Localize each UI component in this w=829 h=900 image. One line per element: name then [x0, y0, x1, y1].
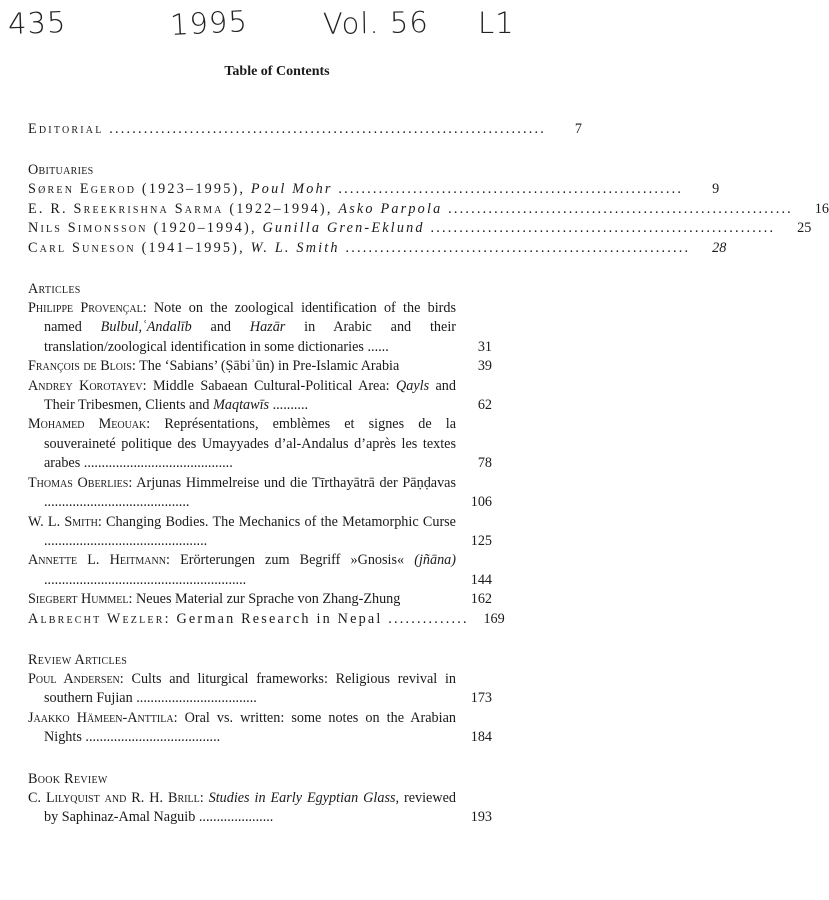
section-heading-articles: Articles — [28, 281, 81, 298]
entry-title: : The ‘Sabians’ (Ṣābiʾūn) in Pre-Islamic Arabia — [131, 358, 400, 375]
entry-page: 28 — [712, 239, 727, 256]
toc-entry: W. L. Smith: Changing Bodies. The Mechanics of the Metamorphic Curse .............................................. 125 — [28, 513, 492, 552]
entry-dates: (1922–1994), — [229, 200, 333, 217]
entry-title: and — [191, 319, 250, 336]
entry-page: 25 — [797, 220, 812, 237]
entry-title: : Oral vs. written: some notes on the Arabian Nights — [44, 709, 456, 746]
entry-title: : Note on the zoological identification of the birds named — [44, 300, 456, 336]
entry-title: reviewed by Saphinaz-Amal Naguib — [44, 789, 456, 825]
handwritten-year: 1995 — [169, 3, 249, 43]
entry-subject: Carl Suneson — [28, 239, 136, 256]
entry-title: : Changing Bodies. The Mechanics of the Metamorphic Curse — [97, 513, 456, 530]
entry-page: 16 — [814, 200, 829, 217]
entry-subject: Nils Simonsson — [28, 220, 148, 237]
entry-author: C. Lilyquist and R. H. Brill — [28, 789, 200, 806]
toc-entry — [28, 357, 492, 376]
entry-title-italic: (jñāna) — [414, 552, 457, 569]
entry-author: Siegbert Hummel — [28, 591, 129, 608]
entry-title-italic: Bulbul,ʿAndalīb — [100, 319, 192, 336]
handwritten-number: 435 — [7, 4, 67, 42]
section-heading-review-articles: Review Articles — [28, 651, 128, 668]
entry-page: 162 — [470, 591, 492, 608]
entry-page: 7 — [574, 121, 583, 137]
toc-entry-editorial: Editorial ............................................................................ 7 — [28, 120, 492, 139]
entry-page: 78 — [477, 455, 492, 472]
entry-author: W. L. Smith — [250, 239, 340, 256]
entry-page: 106 — [470, 494, 492, 511]
entry-author: Jaakko Hämeen-Anttila — [28, 709, 174, 726]
entry-author: Mohamed Meouak — [28, 416, 147, 433]
entry-title: : Arjunas Himmelreise und die Tīrthayātrā der Pāṇḍavas — [128, 474, 456, 491]
toc-entry: Carl Suneson (1941–1995), W. L. Smith ............................................................ 28 — [28, 239, 492, 258]
entry-title: : Cults and liturgical frameworks: Religious revival in southern Fujian — [44, 670, 457, 707]
entry-page: 173 — [470, 690, 492, 707]
entry-page: 31 — [477, 338, 492, 355]
toc-entry: C. Lilyquist and R. H. Brill: Studies in Early Egyptian Glass, reviewed by Saphinaz-Amal Naguib ..................... 193 — [28, 789, 492, 828]
entry-author: W. L. Smith — [28, 513, 98, 530]
entry-title: : Représentations, emblèmes et signes de la souveraineté politique des Umayyades d’al-Andalus d’après les textes arabes — [44, 416, 456, 472]
entry-author: Gunilla Gren-Eklund — [262, 220, 425, 237]
entry-author: Thomas Oberlies — [28, 474, 129, 491]
toc-entry: Nils Simonsson (1920–1994), Gunilla Gren-Eklund ............................................................ 25 — [28, 219, 492, 238]
entry-title: : Middle Sabaean Cultural-Political Area: — [142, 377, 396, 394]
toc-entry: Søren Egerod (1923–1995), Poul Mohr ............................................................ 9 — [28, 180, 492, 199]
entry-title: : — [199, 789, 209, 806]
entry-author: Albrecht Wezler — [28, 610, 165, 627]
toc-entry: Annette L. Heitmann: Erörterungen zum Begriff »Gnosis« (jñāna) ......................................................... 144 — [28, 551, 492, 590]
handwritten-annotation — [0, 3, 554, 50]
handwritten-mark: L1 — [478, 6, 515, 40]
entry-title-italic: Studies in Early Egyptian Glass, — [208, 789, 400, 806]
entry-page: 62 — [477, 397, 492, 414]
toc-entry: Andrey Korotayev: Middle Sabaean Cultural-Political Area: Qayls and Their Tribesmen, Clients and Maqtawīs .......... 62 — [28, 377, 492, 416]
toc-entry: E. R. Sreekrishna Sarma (1922–1994), Asko Parpola ............................................................ 16 — [28, 200, 492, 219]
entry-author: Poul Andersen — [28, 670, 120, 687]
entry-title-italic: Qayls — [396, 377, 430, 394]
entry-title: : Erörterungen zum Begriff »Gnosis« — [165, 552, 415, 569]
toc-entry: Philippe Provençal: Note on the zoological identification of the birds named Bulbul,ʿAndalīb and Hazār in Arabic and their translation/zoological identification in some dictionaries ...... 31 — [28, 299, 492, 357]
section-heading-book-review: Book Review — [28, 770, 108, 787]
page-title: Table of Contents — [224, 64, 330, 79]
entry-author: Annette L. Heitmann — [28, 552, 166, 569]
entry-subject: Søren Egerod — [28, 181, 137, 198]
entry-title-italic: Hazār — [249, 319, 286, 336]
entry-title: Editorial — [28, 121, 104, 137]
entry-subject: E. R. Sreekrishna Sarma — [28, 200, 224, 217]
entry-page: 39 — [477, 358, 492, 375]
entry-page: 125 — [470, 532, 492, 549]
entry-author: Asko Parpola — [338, 200, 443, 217]
entry-dates: (1941–1995), — [141, 239, 245, 256]
entry-page: 169 — [483, 610, 505, 627]
entry-page: 144 — [470, 571, 492, 588]
entry-dates: (1923–1995), — [141, 181, 246, 198]
entry-author: Poul Mohr — [250, 181, 333, 198]
toc-entry: Albrecht Wezler: German Research in Nepal .............. 169 — [28, 610, 492, 629]
entry-page: 184 — [470, 729, 492, 746]
toc-entry: Poul Andersen: Cults and liturgical frameworks: Religious revival in southern Fujian .................................. 173 — [28, 670, 492, 709]
toc-entry: Jaakko Hämeen-Anttila: Oral vs. written: some notes on the Arabian Nights ...................................... 184 — [28, 709, 492, 748]
entry-dates: (1920–1994), — [153, 220, 257, 237]
toc-entry: Thomas Oberlies: Arjunas Himmelreise und die Tīrthayātrā der Pāṇḍavas ......................................... 106 — [28, 474, 492, 513]
table-of-contents — [28, 120, 829, 827]
entry-author: François de Blois — [28, 358, 132, 375]
entry-title: : Neues Material zur Sprache von Zhang-Zhung — [128, 591, 401, 608]
toc-entry: Mohamed Meouak: Représentations, emblèmes et signes de la souveraineté politique des Umayyades d’al-Andalus d’après les textes arabes .......................................... 78 — [28, 415, 492, 473]
entry-title: in Arabic and their translation/zoological identification in some dictionaries — [44, 319, 456, 355]
entry-page: 9 — [712, 181, 720, 198]
handwritten-volume: Vol. 56 — [322, 5, 430, 41]
entry-author: Philippe Provençal — [28, 300, 143, 317]
entry-title: and Their Tribesmen, Clients and — [44, 377, 456, 414]
toc-entry — [28, 590, 492, 609]
entry-author: Andrey Korotayev — [28, 377, 143, 394]
section-heading-obituaries: Obituaries — [28, 162, 94, 179]
entry-title: : German Research in Nepal — [164, 610, 383, 627]
entry-page: 193 — [470, 808, 492, 825]
entry-title-italic: Maqtawīs — [213, 397, 270, 414]
